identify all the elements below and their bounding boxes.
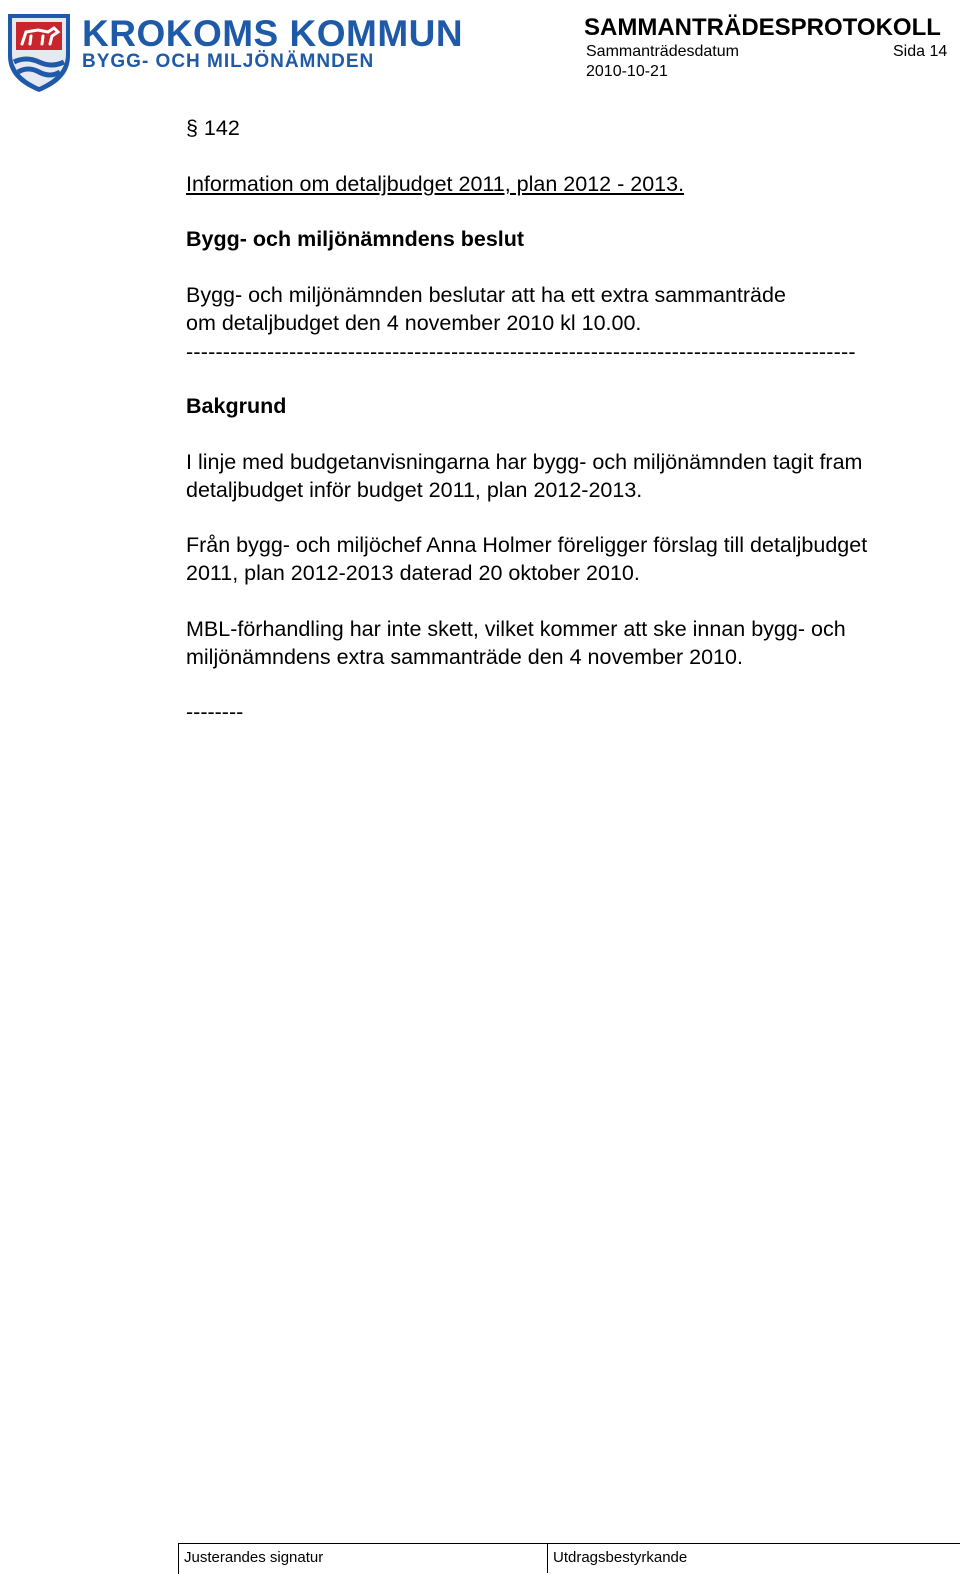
meeting-date: 2010-10-21 (586, 63, 668, 80)
paragraph-line: Från bygg- och miljöchef Anna Holmer föreligger förslag till detaljbudget (186, 533, 868, 557)
decision-heading: Bygg- och miljönämndens beslut (186, 227, 525, 251)
org-name: KROKOMS KOMMUN (82, 13, 464, 54)
paragraph-line: MBL-förhandling har inte skett, vilket kommer att ske innan bygg- och (186, 617, 846, 641)
decision-text (186, 281, 786, 337)
background-heading: Bakgrund (186, 394, 287, 418)
paragraph-line: miljönämndens extra sammanträde den 4 november 2010. (186, 645, 743, 669)
paragraph-line: I linje med budgetanvisningarna har bygg- och miljönämnden tagit fram (186, 450, 863, 474)
extract-verification-label: Utdragsbestyrkande (553, 1549, 688, 1566)
separator-line: ------------------------------------------------------------------------------------------- (186, 340, 856, 364)
paragraph-line: 2011, plan 2012-2013 daterad 20 oktober 2010. (186, 561, 640, 585)
background-paragraph-3 (186, 615, 846, 671)
municipal-crest-icon (4, 10, 74, 94)
background-paragraph-1 (186, 448, 862, 504)
section-number: § 142 (186, 116, 240, 140)
footer-divider (547, 1543, 548, 1573)
org-department: BYGG- OCH MILJÖNÄMNDEN (82, 51, 375, 72)
end-separator: -------- (186, 700, 244, 724)
page-number: Sida 14 (893, 43, 948, 60)
paragraph-line: detaljbudget inför budget 2011, plan 2012-2013. (186, 478, 643, 502)
document-type: SAMMANTRÄDESPROTOKOLL (584, 14, 941, 41)
meeting-date-label: Sammanträdesdatum (586, 43, 739, 60)
decision-line: om detaljbudget den 4 november 2010 kl 10.00. (186, 311, 642, 335)
background-paragraph-2 (186, 531, 867, 587)
signature-label: Justerandes signatur (184, 1549, 324, 1566)
section-title: Information om detaljbudget 2011, plan 2012 - 2013. (186, 172, 685, 196)
decision-line: Bygg- och miljönämnden beslutar att ha ett extra sammanträde (186, 283, 786, 307)
